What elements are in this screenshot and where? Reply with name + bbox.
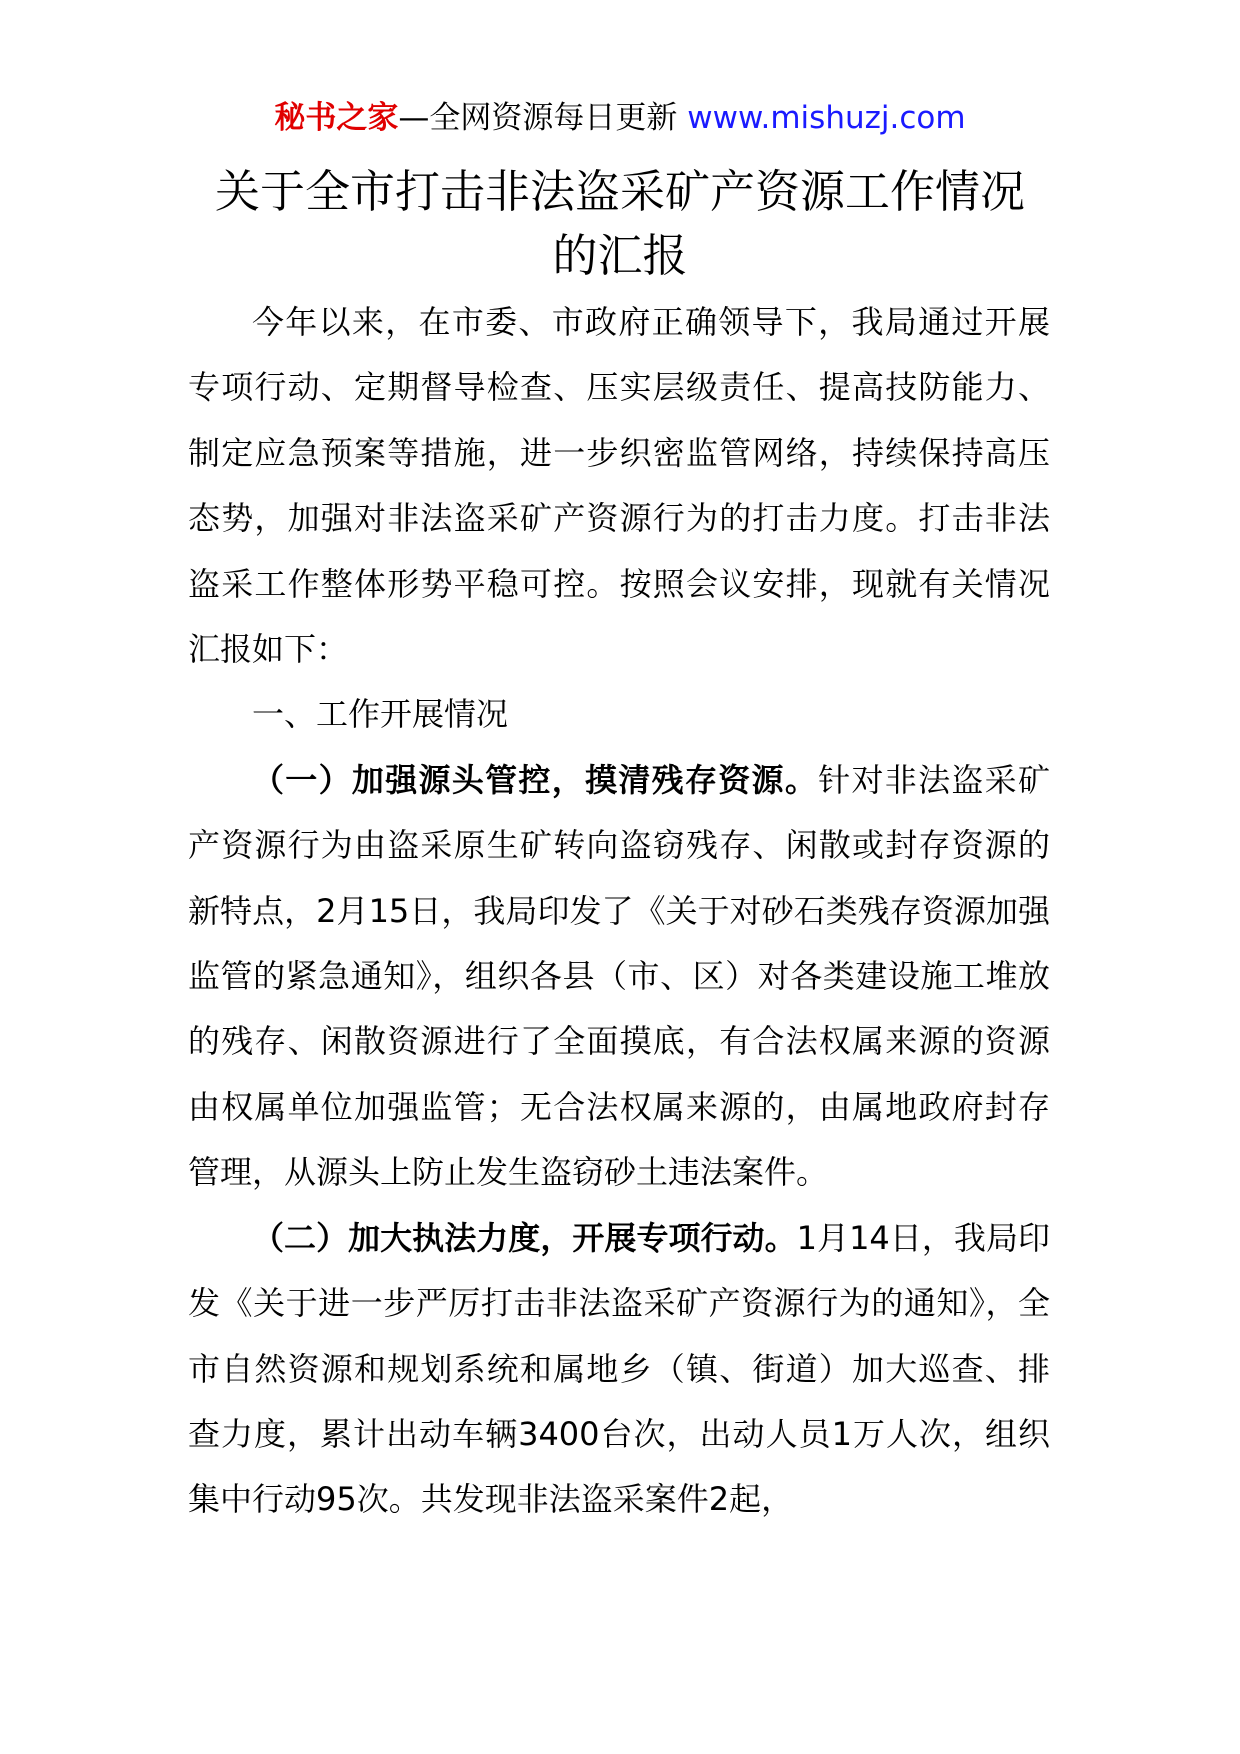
item-text-1: 针对非法盗采矿产资源行为由盗采原生矿转向盗窃残存、闲散或封存资源的新特点，2月15日，我局印发了《关于对砂石类残存资源加强监管的紧急通知》，组织各县（市、区）对各类建设施工堆放的残存、闲散资源进行了全面摸底，有合法权属来源的资源由权属单位加强监管；无合法权属来源的，由属地政府封存管理，从源头上防止发生盗窃砂土违法案件。 xyxy=(188,760,1050,1192)
site-banner xyxy=(0,96,1240,140)
document-title xyxy=(150,160,1090,288)
site-url-link[interactable]: www.mishuzj.com xyxy=(687,100,966,136)
item-text-2: 1月14日，我局印发《关于进一步严厉打击非法盗采矿产资源行为的通知》，全市自然资源和规划系统和属地乡（镇、街道）加大巡查、排查力度，累计出动车辆3400台次，出动人员1万人次，组织集中行动95次。共发现非法盗采案件2起， xyxy=(188,1218,1050,1519)
title-line-2: 的汇报 xyxy=(552,229,688,282)
brand-name: 秘书之家 xyxy=(274,100,399,136)
item-lead-2: （二）加大执法力度，开展专项行动。 xyxy=(252,1218,797,1257)
slogan: —全网资源每日更新 xyxy=(398,100,688,136)
item-paragraph-1 xyxy=(188,748,1050,1206)
item-lead-1: （一）加强源头管控，摸清残存资源。 xyxy=(252,760,819,799)
section-heading: 一、工作开展情况 xyxy=(252,695,509,734)
document-body xyxy=(188,290,1050,1533)
intro-paragraph: 今年以来，在市委、市政府正确领导下，我局通过开展专项行动、定期督导检查、压实层级责任、提高技防能力、制定应急预案等措施，进一步织密监管网络，持续保持高压态势，加强对非法盗采矿产资源行为的打击力度。打击非法盗采工作整体形势平稳可控。按照会议安排，现就有关情况汇报如下： xyxy=(188,303,1050,669)
item-paragraph-2 xyxy=(188,1206,1050,1533)
title-line-1: 关于全市打击非法盗采矿产资源工作情况 xyxy=(214,165,1025,218)
